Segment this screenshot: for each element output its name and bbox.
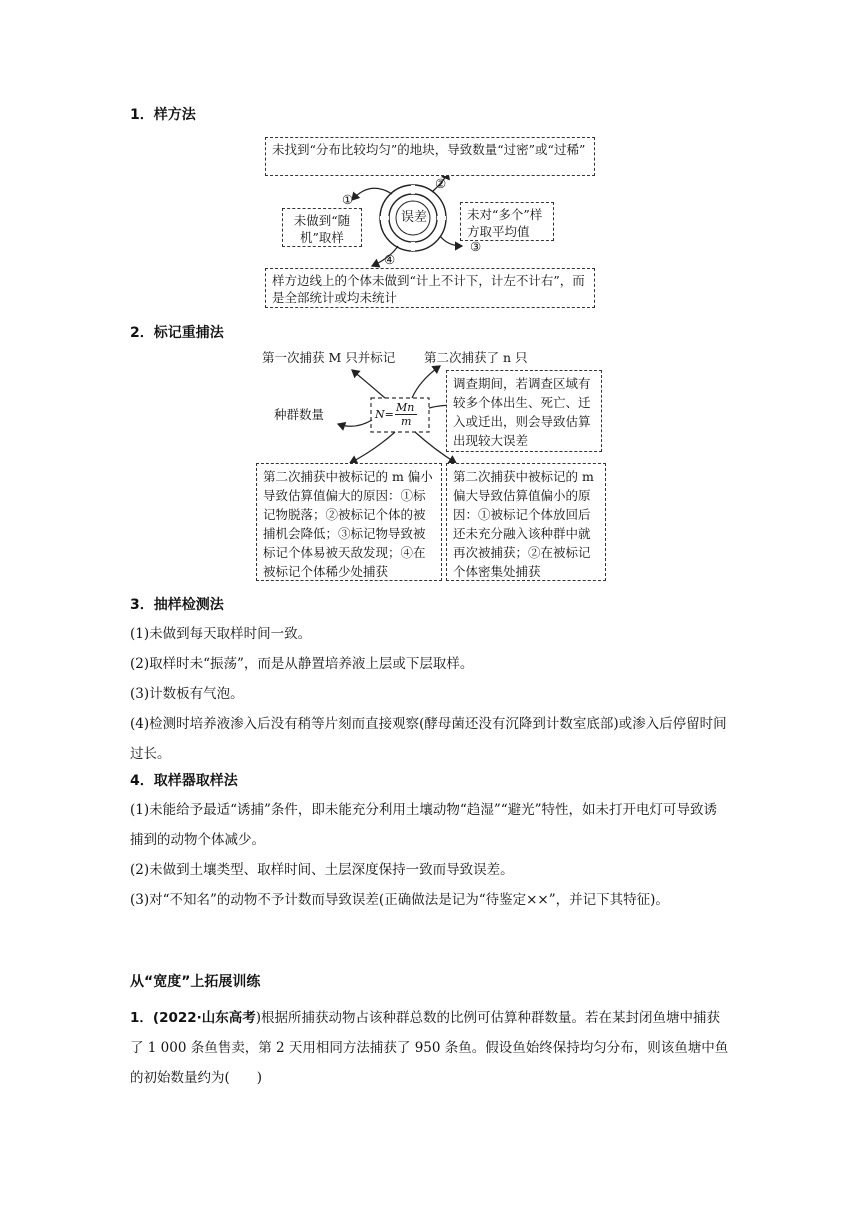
question-source: 山东高考 (201, 1010, 256, 1026)
mark-box-m-small: 第二次捕获中被标记的 m 偏小导致估算值偏大的原因：①标记物脱落；②被标记个体的被捕机会降低；③标记物导致被标记个体易被天敌发现；④在被标记个体稀少处捕获 (256, 463, 442, 581)
heading-sampler-method: 4．取样器取样法 (130, 773, 238, 789)
marker-2: ② (435, 176, 447, 191)
s4-item-2: (2)未做到土壤类型、取样时间、土层深度保持一致而导致误差。 (130, 862, 514, 878)
quadrat-box-uneven-plot: 未找到“分布比较均匀”的地块，导致数量“过密”或“过稀” (265, 137, 595, 176)
quadrat-box-not-random: 未做到“随机”取样 (282, 208, 362, 247)
formula (374, 400, 428, 430)
marker-1: ① (342, 192, 354, 207)
heading-quadrat-method: 1．样方法 (130, 107, 196, 123)
heading-mark-recapture: 2．标记重捕法 (130, 325, 224, 341)
question-1 (130, 1003, 730, 1093)
formula-n: N= (375, 408, 394, 421)
label-first-capture: 第一次捕获 M 只并标记 (262, 350, 396, 365)
question-text: )根据所捕获动物占该种群总数的比例可估算种群数量。若在某封闭鱼塘中捕获了 1 000 条鱼售卖，第 2 天用相同方法捕获了 950 条鱼。假设鱼始终保持均匀分布，则该鱼塘中鱼的初始数量约为( ) (130, 1010, 729, 1086)
heading-sampling-test: 3．抽样检测法 (130, 597, 224, 613)
label-second-capture: 第二次捕获了 n 只 (424, 350, 528, 365)
s3-item-2: (2)取样时未“振荡”，而是从静置培养液上层或下层取样。 (130, 656, 474, 672)
heading-extension: 从“宽度”上拓展训练 (130, 974, 261, 990)
quadrat-box-no-average: 未对“多个”样方取平均值 (460, 202, 554, 241)
mark-box-migration: 调查期间，若调查区域有较多个体出生、死亡、迁入或迁出，则会导致估算出现较大误差 (446, 370, 602, 452)
marker-4: ④ (384, 252, 396, 267)
formula-denominator: m (401, 415, 412, 428)
quadrat-box-edge-count: 样方边线上的个体未做到“计上不计下，计左不计右”，而是全部统计或均未统计 (265, 268, 595, 308)
s4-item-3: (3)对“不知名”的动物不予计数而导致误差(正确做法是记为“待鉴定××”，并记下其特征)。 (130, 892, 669, 908)
mark-box-m-large: 第二次捕获中被标记的 m 偏大导致估算值偏小的原因：①被标记个体放回后还未充分融入该种群中就再次被捕获；②在被标记个体密集处捕获 (446, 463, 606, 581)
question-number: 1．(2022· (130, 1010, 202, 1026)
label-population: 种群数量 (274, 407, 325, 422)
error-center-label: 误差 (401, 210, 428, 225)
s3-item-4: (4)检测时培养液渗入后没有稍等片刻而直接观察(酵母菌还没有沉降到计数室底部)或渗入后停留时间过长。 (130, 716, 727, 762)
s3-item-1: (1)未做到每天取样时间一致。 (130, 626, 312, 642)
marker-3: ③ (470, 239, 482, 254)
formula-numerator: Mn (396, 401, 415, 414)
s4-item-1: (1)未能给予最适“诱捕”条件，即未能充分利用土壤动物“趋湿”“避光”特性，如未打开电灯可导致诱捕到的动物个体减少。 (130, 802, 718, 848)
s3-item-3: (3)计数板有气泡。 (130, 686, 244, 702)
